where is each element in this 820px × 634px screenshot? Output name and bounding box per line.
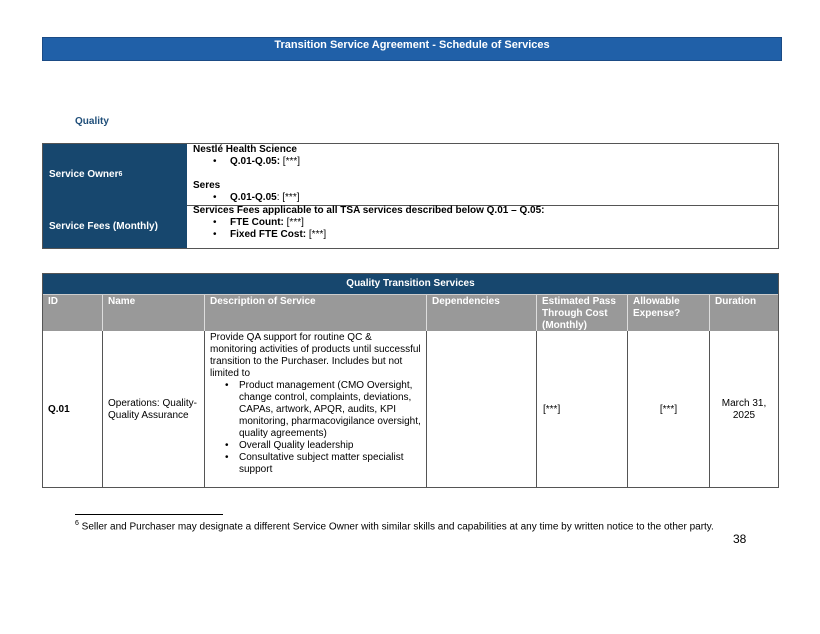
- service-owner-row: [43, 144, 778, 206]
- table-header-row: [43, 294, 778, 331]
- service-fees-list: [193, 217, 774, 241]
- owner-bullet: • Q.01-Q.05: [***]: [193, 156, 774, 168]
- description-item: • Overall Quality leadership: [210, 440, 421, 452]
- footnote: [75, 520, 714, 532]
- footnote-marker: 6: [75, 520, 79, 527]
- cell-duration: March 31, 2025: [709, 331, 778, 488]
- footnote-separator: [75, 514, 223, 515]
- table-title: Quality Transition Services: [43, 274, 778, 294]
- column-header-description: Description of Service: [204, 295, 426, 332]
- description-item: • Product management (CMO Oversight, change control, complaints, deviations, CAPAs, artwork, APQR, audits, KPI monitoring, pharmacovigilance oversight, quality agreements): [210, 380, 421, 440]
- description-intro: Provide QA support for routine QC & monitoring activities of products until successful transition to the Purchaser. Includes but not limited to: [210, 332, 421, 379]
- column-header-allowable-expense: Allowable Expense?: [627, 295, 709, 332]
- table-row: [43, 331, 778, 488]
- quality-services-table: [42, 273, 779, 488]
- section-heading: Quality: [75, 116, 109, 127]
- cell-allowable-expense: [***]: [627, 331, 709, 488]
- service-fees-row: [43, 205, 778, 248]
- cell-estimated-cost: [***]: [536, 331, 627, 488]
- service-fees-heading: Services Fees applicable to all TSA services described below Q.01 – Q.05:: [193, 205, 545, 216]
- cell-name: Operations: Quality-Quality Assurance: [102, 331, 204, 488]
- page-number: 38: [733, 532, 747, 546]
- fee-item: • FTE Count: [***]: [193, 217, 774, 229]
- service-fees-label: Service Fees (Monthly): [43, 205, 187, 248]
- cell-description: [204, 331, 426, 488]
- service-owner-label: Service Owner 6: [43, 144, 187, 205]
- document-header-title: Transition Service Agreement - Schedule of Services: [274, 39, 550, 51]
- footnote-text: Seller and Purchaser may designate a different Service Owner with similar skills and capabilities at any time by written notice to the other party.: [78, 521, 714, 533]
- footnote-marker: 6: [118, 171, 123, 178]
- column-header-id: ID: [48, 296, 58, 307]
- column-header-estimated-cost: Estimated Pass Through Cost (Monthly): [536, 295, 627, 332]
- owner-group-name: Nestlé Health Science: [193, 144, 297, 155]
- cell-id: Q.01: [48, 404, 70, 415]
- service-fees-content: [193, 205, 774, 241]
- fee-item: • Fixed FTE Cost: [***]: [193, 229, 774, 241]
- document-header-banner: [42, 37, 782, 61]
- owner-group-list: [193, 192, 774, 204]
- column-header-duration: Duration: [709, 295, 778, 332]
- description-list: [210, 380, 421, 476]
- service-owner-table: [42, 143, 779, 249]
- owner-bullet: • Q.01-Q.05: [***]: [193, 192, 774, 204]
- owner-group-list: [193, 156, 774, 168]
- service-owner-content: [193, 144, 774, 204]
- column-header-name: Name: [102, 295, 204, 332]
- cell-dependencies: [426, 331, 536, 488]
- owner-group-name: Seres: [193, 180, 221, 191]
- column-header-dependencies: Dependencies: [426, 295, 536, 332]
- description-item: • Consultative subject matter specialist support: [210, 452, 421, 476]
